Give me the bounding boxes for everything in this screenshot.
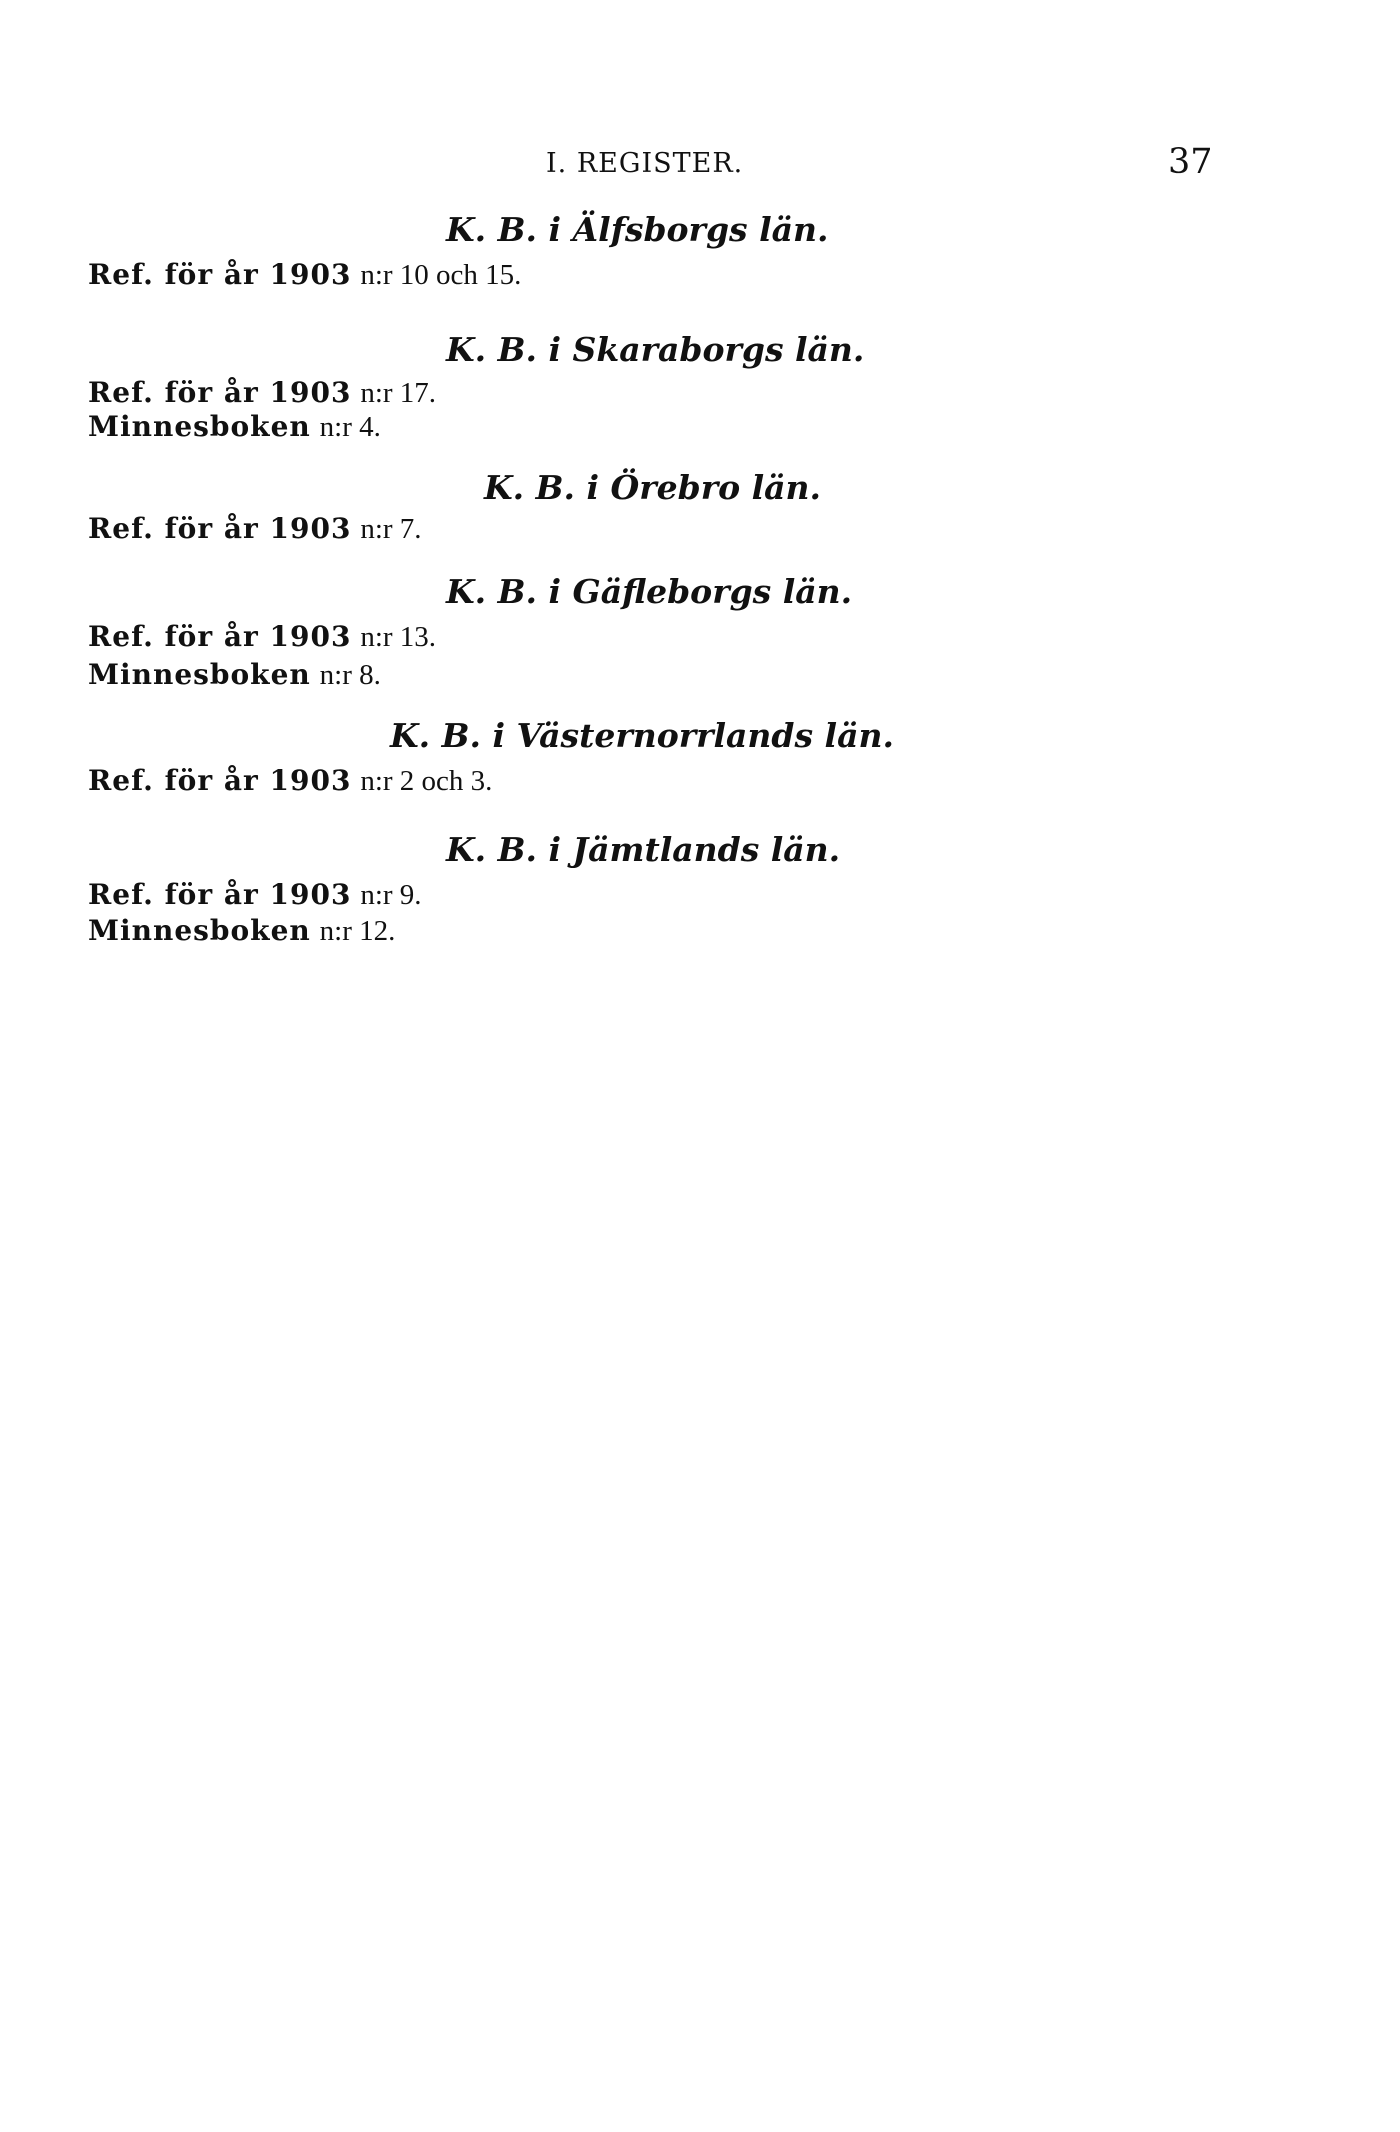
running-head: I. REGISTER. bbox=[546, 148, 744, 179]
entry-label: Ref. för år 1903 bbox=[88, 764, 352, 797]
entry-label: Minnesboken bbox=[88, 658, 311, 691]
entry-reference: n:r 8. bbox=[319, 659, 381, 691]
section-heading: K. B. i Älfsborgs län. bbox=[446, 210, 829, 249]
section-heading: K. B. i Jämtlands län. bbox=[446, 830, 841, 869]
entry-label: Minnesboken bbox=[88, 410, 311, 443]
section-heading: K. B. i Skaraborgs län. bbox=[446, 330, 865, 369]
register-entry bbox=[88, 878, 422, 912]
register-entry bbox=[88, 512, 422, 546]
entry-reference: n:r 2 och 3. bbox=[360, 765, 493, 797]
page-number: 37 bbox=[1168, 142, 1213, 182]
register-entry bbox=[88, 410, 381, 444]
entry-reference: n:r 4. bbox=[319, 411, 381, 443]
entry-label: Ref. för år 1903 bbox=[88, 512, 352, 545]
entry-reference: n:r 10 och 15. bbox=[360, 259, 522, 291]
entry-label: Ref. för år 1903 bbox=[88, 620, 352, 653]
section-heading: K. B. i Örebro län. bbox=[484, 468, 822, 507]
register-entry bbox=[88, 914, 395, 948]
entry-reference: n:r 9. bbox=[360, 879, 422, 911]
page-header bbox=[0, 142, 1400, 188]
entry-reference: n:r 13. bbox=[360, 621, 437, 653]
register-entry bbox=[88, 258, 521, 292]
entry-reference: n:r 7. bbox=[360, 513, 422, 545]
entry-label: Ref. för år 1903 bbox=[88, 376, 352, 409]
register-entry bbox=[88, 620, 436, 654]
register-entry bbox=[88, 376, 436, 410]
section-heading: K. B. i Västernorrlands län. bbox=[390, 716, 894, 755]
entry-label: Ref. för år 1903 bbox=[88, 258, 352, 291]
section-heading: K. B. i Gäfleborgs län. bbox=[446, 572, 853, 611]
entry-reference: n:r 12. bbox=[319, 915, 396, 947]
register-entry bbox=[88, 764, 492, 798]
entry-reference: n:r 17. bbox=[360, 377, 437, 409]
register-entry bbox=[88, 658, 381, 692]
entry-label: Ref. för år 1903 bbox=[88, 878, 352, 911]
entry-label: Minnesboken bbox=[88, 914, 311, 947]
